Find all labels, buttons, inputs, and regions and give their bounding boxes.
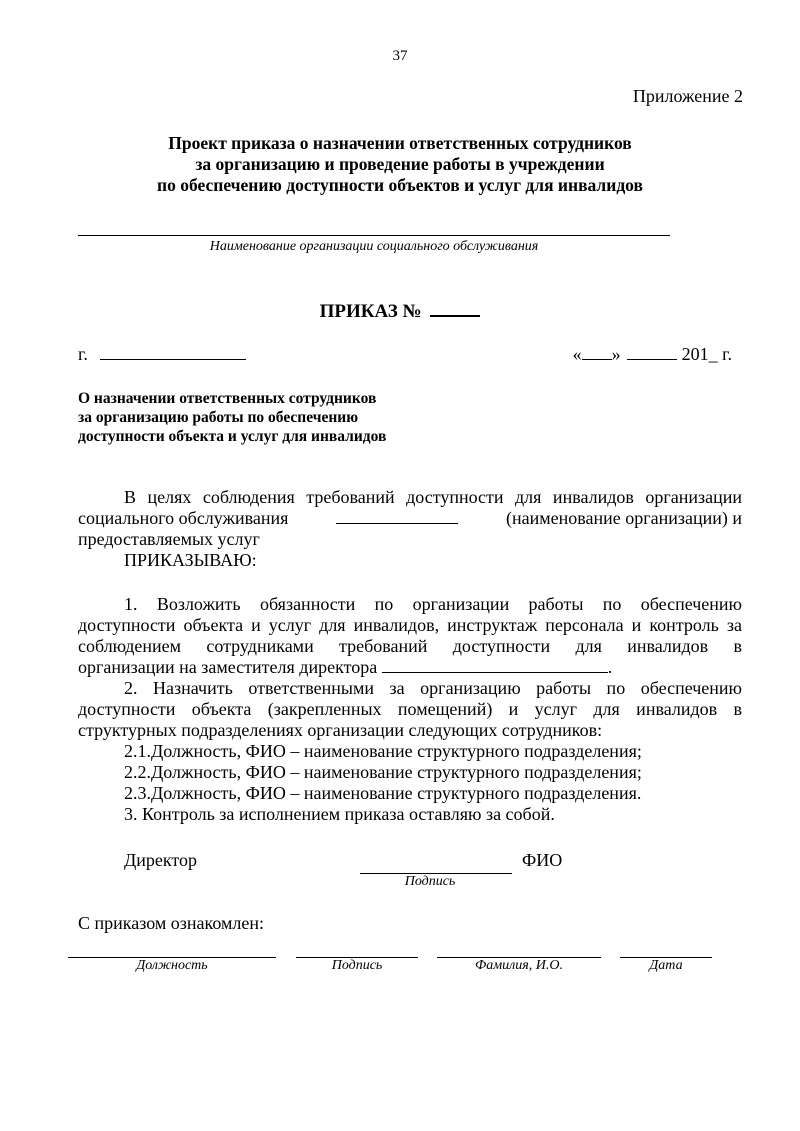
- title-line: Проект приказа о назначении ответственных сотрудников: [168, 133, 632, 153]
- document-title: [0, 133, 800, 196]
- org-type-text: социального обслуживания: [78, 508, 289, 528]
- director-label: Директор: [124, 850, 198, 870]
- date-close-quote: »: [611, 344, 621, 364]
- paragraph-line: доступности объекта и услуг для инвалидов, инструктаж персонала и контроль за: [78, 615, 742, 635]
- order-items: [78, 594, 742, 825]
- appendix-label: Приложение 2: [632, 86, 743, 106]
- city-blank: [100, 344, 246, 360]
- order-word: ПРИКАЗЫВАЮ:: [124, 550, 257, 570]
- organization-name-line: [78, 235, 670, 236]
- deputy-name-blank: [382, 657, 608, 673]
- order-number-blank: [430, 300, 480, 317]
- paragraph-line: 3. Контроль за исполнением приказа оставляю за собой.: [124, 804, 555, 824]
- director-name: ФИО: [522, 850, 563, 870]
- paragraph-line: 1. Возложить обязанности по организации работы по обеспечению: [124, 594, 742, 614]
- city-field: [78, 344, 246, 365]
- paragraph-line: соблюдением сотрудниками требований доступности для инвалидов в: [78, 636, 742, 656]
- paragraph-line: доступности объекта (закрепленных помещений) и услуг для инвалидов в: [78, 699, 742, 719]
- signature-caption: Подпись: [404, 874, 456, 889]
- organization-blank: [336, 508, 458, 524]
- paragraph-line: 2. Назначить ответственными за организацию работы по обеспечению: [124, 678, 742, 698]
- position-caption: Должность: [136, 958, 208, 973]
- order-heading: [0, 300, 800, 323]
- city-prefix: г.: [78, 344, 88, 364]
- org-name-hint: (наименование организации) и: [505, 508, 742, 528]
- date-caption: Дата: [649, 958, 683, 973]
- month-blank: [627, 344, 677, 360]
- title-line: по обеспечению доступности объектов и услуг для инвалидов: [157, 175, 643, 195]
- subject-line: доступности объекта и услуг для инвалидов: [78, 428, 387, 445]
- subject-line: за организацию работы по обеспечению: [78, 409, 359, 426]
- date-open-quote: «: [572, 344, 582, 364]
- signature-caption: Подпись: [331, 958, 383, 973]
- title-line: за организацию и проведение работы в учреждении: [195, 154, 605, 174]
- intro-paragraph: [78, 487, 742, 571]
- paragraph-line: предоставляемых услуг: [78, 529, 260, 549]
- page-number: 37: [392, 48, 408, 64]
- date-field: [573, 344, 732, 365]
- day-blank: [582, 344, 612, 360]
- period: .: [607, 657, 613, 677]
- paragraph-line: структурных подразделениях организации следующих сотрудников:: [78, 720, 603, 740]
- deputy-text: организации на заместителя директора: [78, 657, 378, 677]
- full-name-caption: Фамилия, И.О.: [474, 958, 564, 973]
- organization-caption: Наименование организации социального обслуживания: [209, 239, 539, 254]
- sub-item: 2.1.Должность, ФИО – наименование структурного подразделения;: [124, 741, 642, 761]
- paragraph-line: В целях соблюдения требований доступности для инвалидов организации: [124, 487, 742, 507]
- paragraph-line: [78, 657, 742, 678]
- sub-item: 2.2.Должность, ФИО – наименование структурного подразделения;: [124, 762, 642, 782]
- order-subject: [78, 389, 386, 446]
- sub-item: 2.3.Должность, ФИО – наименование структурного подразделения.: [124, 783, 642, 803]
- order-heading-label: ПРИКАЗ №: [319, 301, 422, 322]
- subject-line: О назначении ответственных сотрудников: [78, 390, 377, 407]
- year-text: 201_ г.: [681, 344, 732, 364]
- acknowledgement-label: С приказом ознакомлен:: [78, 913, 265, 933]
- paragraph-line: [78, 508, 742, 529]
